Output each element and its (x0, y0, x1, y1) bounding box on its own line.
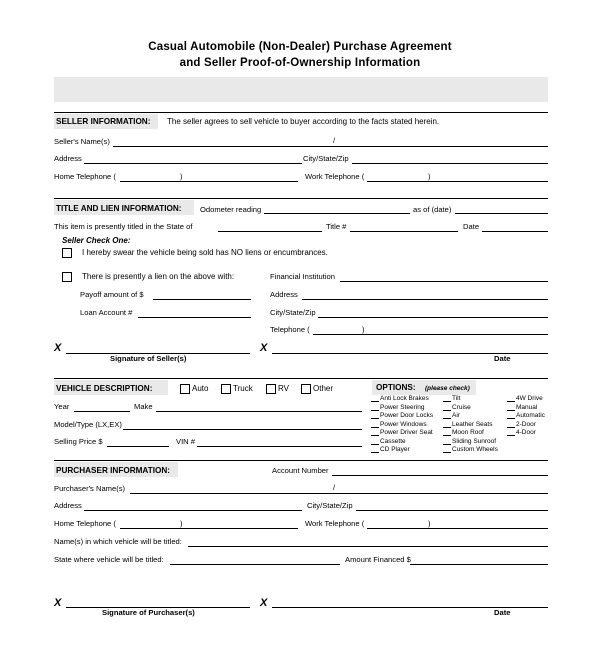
vin-field[interactable] (197, 446, 362, 447)
seller-signature-label: Signature of Seller(s) (110, 354, 187, 363)
account-number-field[interactable] (332, 475, 548, 476)
titled-names-label: Name(s) in which vehicle will be titled: (54, 537, 182, 546)
name-separator: / (333, 483, 336, 492)
year-label: Year (54, 402, 70, 411)
title-number-field[interactable] (350, 231, 458, 232)
section-divider (54, 460, 548, 461)
option-item[interactable] (507, 421, 536, 428)
financial-institution-label: Financial Institution (270, 272, 336, 281)
seller-heading: SELLER INFORMATION: (56, 117, 151, 126)
price-label: Selling Price $ (54, 437, 103, 446)
amount-financed-field[interactable] (410, 564, 548, 565)
make-label: Make (134, 402, 153, 411)
option-check-blank[interactable] (507, 404, 515, 411)
option-check-blank[interactable] (443, 421, 451, 428)
option-label: Custom Wheels (452, 446, 498, 453)
option-item[interactable] (371, 438, 406, 445)
titled-names-field[interactable] (188, 546, 548, 547)
no-liens-label: I hereby swear the vehicle being sold has NO liens or encumbrances. (82, 248, 328, 257)
seller-signature-date-label: Date (494, 354, 511, 363)
title-date-label: Date (463, 222, 480, 231)
option-item[interactable] (507, 412, 545, 419)
option-item[interactable] (371, 429, 433, 436)
paren-close: ) (428, 172, 431, 181)
option-item[interactable] (371, 421, 427, 428)
option-check-blank[interactable] (507, 421, 515, 428)
section-divider (54, 112, 548, 113)
option-label: Automatic (516, 412, 545, 419)
seller-address-label: Address (54, 154, 82, 163)
option-check-blank[interactable] (507, 395, 515, 402)
purchaser-name-label: Purchaser's Name(s) (54, 484, 126, 493)
option-check-blank[interactable] (371, 429, 379, 436)
seller-name-field[interactable] (113, 146, 548, 147)
odometer-label: Odometer reading (200, 205, 262, 214)
lien-address-label: Address (270, 290, 298, 299)
option-check-blank[interactable] (443, 404, 451, 411)
type-auto-label: Auto (192, 384, 209, 393)
paren-close: ) (180, 519, 183, 528)
purchaser-heading: PURCHASER INFORMATION: (56, 466, 171, 475)
option-check-blank[interactable] (443, 438, 451, 445)
account-number-label: Account Number (272, 466, 329, 475)
option-item[interactable] (507, 429, 536, 436)
purchaser-signature-date-label: Date (494, 608, 511, 617)
page-subtitle: and Seller Proof-of-Ownership Information (179, 57, 421, 69)
price-field[interactable] (107, 446, 169, 447)
type-rv-checkbox[interactable] (266, 384, 276, 394)
title-bar-shading (54, 77, 548, 102)
seller-address-field[interactable] (84, 163, 302, 164)
option-label: Leather Seats (452, 420, 493, 428)
title-date-field[interactable] (482, 231, 548, 232)
odometer-field[interactable] (264, 213, 410, 214)
option-check-blank[interactable] (443, 412, 451, 419)
option-check-blank[interactable] (507, 412, 515, 419)
type-other-checkbox[interactable] (301, 384, 311, 394)
options-heading: OPTIONS: (376, 383, 416, 392)
option-check-blank[interactable] (507, 429, 515, 436)
purchaser-sign-x-2: X (260, 597, 268, 609)
option-check-blank[interactable] (371, 438, 379, 445)
financial-institution-field[interactable] (340, 281, 548, 282)
seller-work-tel-field[interactable] (367, 181, 548, 182)
option-label: Power Windows (380, 420, 427, 428)
type-other-label: Other (313, 384, 334, 393)
lien-address-field[interactable] (302, 299, 548, 300)
option-item[interactable] (507, 404, 537, 411)
title-number-label: Title # (326, 222, 347, 231)
option-label: 4W Drive (516, 395, 543, 402)
option-check-blank[interactable] (443, 395, 451, 402)
lien-city-label: City/State/Zip (270, 308, 316, 317)
seller-sign-x-2: X (260, 342, 268, 354)
seller-intro: The seller agrees to sell vehicle to buyer according to the facts stated herein. (167, 117, 440, 126)
amount-financed-label: Amount Financed $ (345, 555, 411, 564)
purchaser-signature-label: Signature of Purchaser(s) (102, 608, 195, 617)
option-label: Power Door Locks (380, 412, 434, 419)
lien-city-field[interactable] (318, 317, 548, 318)
lien-telephone-field[interactable] (313, 334, 548, 335)
as-of-label: as of (date) (413, 205, 452, 214)
make-field[interactable] (156, 411, 362, 412)
type-truck-label: Truck (233, 384, 253, 393)
option-item[interactable] (443, 438, 496, 445)
option-check-blank[interactable] (371, 395, 379, 402)
purchaser-work-tel-field[interactable] (367, 528, 548, 529)
type-rv-label: RV (278, 384, 289, 393)
option-item[interactable] (443, 404, 471, 411)
section-divider (54, 378, 548, 379)
option-item[interactable] (443, 395, 460, 402)
paren-close: ) (180, 172, 183, 181)
year-field[interactable] (74, 411, 130, 412)
lien-label: There is presently a lien on the above with: (82, 272, 235, 281)
page-title: Casual Automobile (Non-Dealer) Purchase Agreement (148, 41, 452, 53)
as-of-date-field[interactable] (455, 213, 548, 214)
name-separator: / (333, 136, 336, 145)
paren-close: ) (428, 519, 431, 528)
option-check-blank[interactable] (371, 404, 379, 411)
seller-city-label: City/State/Zip (303, 154, 349, 163)
model-label: Model/Type (LX,EX) (54, 420, 122, 429)
seller-work-tel-label: Work Telephone ( (305, 172, 365, 181)
option-label: Tilt (452, 395, 461, 402)
option-item[interactable] (371, 446, 410, 453)
lien-checkbox[interactable] (62, 272, 72, 282)
option-item[interactable] (507, 395, 543, 402)
purchaser-address-label: Address (54, 501, 82, 510)
option-item[interactable] (371, 404, 424, 411)
option-label: Anti Lock Brakes (380, 395, 429, 402)
option-label: Cassette (380, 437, 406, 445)
loan-account-label: Loan Account # (80, 308, 133, 317)
model-field[interactable] (123, 429, 362, 430)
purchaser-city-field[interactable] (356, 510, 548, 511)
no-liens-checkbox[interactable] (62, 248, 72, 258)
options-note: (please check) (425, 385, 470, 392)
seller-check-one: Seller Check One: (62, 236, 131, 245)
option-label: Cruise (452, 403, 471, 411)
type-truck-checkbox[interactable] (221, 384, 231, 394)
option-item[interactable] (371, 395, 429, 402)
purchaser-name-field[interactable] (130, 493, 548, 494)
vehicle-heading: VEHICLE DESCRIPTION: (56, 384, 153, 393)
payoff-field[interactable] (153, 299, 251, 300)
option-check-blank[interactable] (371, 412, 379, 419)
option-label: Power Steering (380, 403, 425, 411)
lien-telephone-label: Telephone ( (270, 325, 310, 334)
option-item[interactable] (443, 412, 460, 419)
seller-sign-x: X (54, 342, 62, 354)
seller-home-tel-label: Home Telephone ( (54, 172, 116, 181)
loan-account-field[interactable] (138, 317, 251, 318)
seller-home-tel-field[interactable] (120, 181, 298, 182)
seller-city-field[interactable] (352, 163, 548, 164)
option-item[interactable] (371, 412, 433, 419)
option-label: Air (452, 412, 460, 419)
purchaser-address-field[interactable] (84, 510, 302, 511)
titled-state-field[interactable] (218, 231, 322, 232)
option-label: Manual (516, 403, 538, 411)
purchaser-work-tel-label: Work Telephone ( (305, 519, 365, 528)
option-check-blank[interactable] (371, 446, 379, 453)
option-label: Power Driver Seat (380, 429, 433, 436)
option-label: CD Player (380, 446, 410, 453)
purchaser-state-field[interactable] (170, 564, 340, 565)
purchaser-home-tel-label: Home Telephone ( (54, 519, 116, 528)
purchaser-city-label: City/State/Zip (307, 501, 353, 510)
option-check-blank[interactable] (443, 446, 451, 453)
titled-state-label: This item is presently titled in the State of (54, 222, 193, 231)
option-item[interactable] (443, 446, 498, 453)
paren-close: ) (362, 325, 365, 334)
titled-state-label: State where vehicle will be titled: (54, 555, 164, 564)
purchaser-sign-x: X (54, 597, 62, 609)
option-label: 4-Door (516, 429, 536, 436)
option-check-blank[interactable] (443, 429, 451, 436)
section-divider (54, 198, 548, 199)
vin-label: VIN # (176, 437, 195, 446)
type-auto-checkbox[interactable] (180, 384, 190, 394)
title-lien-heading: TITLE AND LIEN INFORMATION: (56, 204, 182, 213)
option-item[interactable] (443, 421, 492, 428)
purchaser-home-tel-field[interactable] (120, 528, 298, 529)
seller-name-label: Seller's Name(s) (54, 137, 110, 146)
option-label: 2-Door (516, 420, 536, 428)
option-label: Moon Roof (452, 429, 484, 436)
option-check-blank[interactable] (371, 421, 379, 428)
payoff-label: Payoff amount of $ (80, 290, 144, 299)
option-item[interactable] (443, 429, 484, 436)
option-label: Sliding Sunroof (452, 437, 497, 445)
